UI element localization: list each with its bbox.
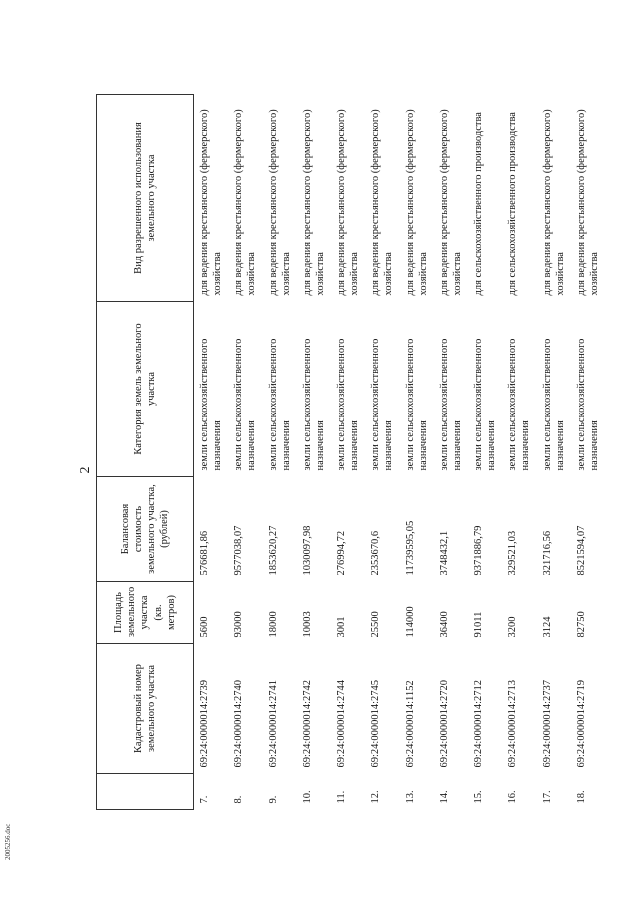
cell-cadastral: 69:24:0000014:2713	[507, 679, 519, 768]
cell-area: 36400	[438, 611, 450, 638]
cell-cadastral: 69:24:0000014:2719	[575, 679, 587, 768]
table-row	[571, 95, 605, 810]
cell-use: для ведения крестьянского (фермерского) хозяйства	[199, 109, 224, 296]
cell-cost: 1853620,27	[267, 525, 279, 576]
cell-category: земли сельскохозяйственного назначения	[199, 338, 224, 471]
cell-cost: 576681,86	[199, 530, 210, 576]
cell-use: для ведения крестьянского (фермерского) хозяйства	[438, 109, 463, 296]
table-row	[228, 95, 262, 810]
cell-category: земли сельскохозяйственного назначения	[233, 338, 258, 471]
cell-num: 10.	[301, 790, 313, 804]
table-row	[537, 95, 571, 810]
cell-area: 3200	[507, 616, 519, 638]
table-row	[468, 95, 502, 810]
cell-cost: 2353670,6	[370, 530, 382, 576]
cell-area: 3124	[541, 616, 553, 638]
cell-cadastral: 69:24:0000014:1152	[404, 680, 416, 768]
cell-num: 15.	[473, 790, 484, 804]
cell-cadastral: 69:24:0000014:2742	[301, 679, 313, 768]
cell-cost: 9371886,79	[473, 525, 484, 576]
cell-category: земли сельскохозяйственного назначения	[370, 338, 395, 471]
header-use: Вид разрешенного использования земельного участка	[97, 95, 194, 302]
cell-area: 93000	[233, 611, 245, 638]
header-cadastral: Кадастровый номер земельного участка	[97, 644, 194, 774]
cell-num: 13.	[404, 790, 416, 804]
cell-cost: 329521,03	[507, 530, 519, 576]
cell-num: 14.	[438, 790, 450, 804]
cell-use: для сельскохозяйственного производства	[507, 112, 519, 296]
cell-area: 114000	[404, 606, 416, 638]
header-area: Площадь земельного участка (кв. метров)	[97, 582, 194, 644]
cell-num: 7.	[199, 795, 210, 804]
cell-cost: 321716,56	[541, 530, 553, 576]
cell-use: для ведения крестьянского (фермерского) хозяйства	[301, 109, 326, 296]
table-row	[194, 95, 229, 810]
table-header-row	[97, 95, 194, 810]
table-row	[331, 95, 365, 810]
cell-area: 3001	[336, 616, 347, 638]
header-category: Категория земель земельного участка	[97, 302, 194, 477]
cell-cadastral: 69:24:0000014:2739	[199, 679, 210, 768]
rotated-sheet	[26, 90, 600, 850]
cell-area: 5600	[199, 616, 210, 638]
table-row	[400, 95, 434, 810]
table-row	[263, 95, 297, 810]
cell-category: земли сельскохозяйственного назначения	[438, 338, 463, 471]
cell-category: земли сельскохозяйственного назначения	[267, 338, 292, 471]
cell-use: для сельскохозяйственного производства	[473, 112, 484, 296]
cell-use: для ведения крестьянского (фермерского) хозяйства	[233, 109, 258, 296]
cell-use: для ведения крестьянского (фермерского) хозяйства	[267, 109, 292, 296]
cell-category: земли сельскохозяйственного назначения	[575, 338, 600, 471]
cell-cadastral: 69:24:0000014:2744	[336, 679, 347, 768]
cell-area: 82750	[575, 611, 587, 638]
cell-cadastral: 69:24:0000014:2745	[370, 679, 382, 768]
cell-cost: 8521594,07	[575, 525, 587, 576]
cell-category: земли сельскохозяйственного назначения	[336, 338, 361, 471]
cell-cadastral: 69:24:0000014:2740	[233, 679, 245, 768]
table-row	[434, 95, 468, 810]
cell-category: земли сельскохозяйственного назначения	[507, 338, 532, 471]
cell-use: для ведения крестьянского (фермерского) хозяйства	[404, 109, 429, 296]
cell-num: 11.	[336, 790, 347, 804]
cell-cost: 3748432,1	[438, 530, 450, 576]
cell-cost: 9577038,07	[233, 525, 245, 576]
table-row	[297, 95, 331, 810]
cell-use: для ведения крестьянского (фермерского) хозяйства	[336, 109, 361, 296]
cell-cadastral: 69:24:0000014:2712	[473, 679, 484, 768]
header-num	[97, 774, 194, 810]
cell-category: земли сельскохозяйственного назначения	[541, 338, 566, 471]
table-row	[502, 95, 536, 810]
cell-area: 18000	[267, 611, 279, 638]
cell-num: 18.	[575, 790, 587, 804]
page-number: 2	[78, 466, 93, 474]
cell-cadastral: 69:24:0000014:2720	[438, 679, 450, 768]
footer-filename: 2005256.doc	[4, 823, 12, 860]
cell-area: 10003	[301, 611, 313, 638]
cell-num: 12.	[370, 790, 382, 804]
cell-use: для ведения крестьянского (фермерского) хозяйства	[370, 109, 395, 296]
cell-category: земли сельскохозяйственного назначения	[404, 338, 429, 471]
cell-cadastral: 69:24:0000014:2741	[267, 679, 279, 768]
cell-category: земли сельскохозяйственного назначения	[301, 338, 326, 471]
header-cost: Балансовая стоимость земельного участка, (рублей)	[97, 477, 194, 582]
land-plots-table	[96, 94, 605, 810]
cell-num: 16.	[507, 790, 519, 804]
cell-num: 8.	[233, 795, 245, 804]
cell-num: 9.	[267, 795, 279, 804]
cell-category: земли сельскохозяйственного назначения	[473, 338, 498, 471]
cell-use: для ведения крестьянского (фермерского) хозяйства	[575, 109, 600, 296]
cell-use: для ведения крестьянского (фермерского) хозяйства	[541, 109, 566, 296]
cell-area: 25500	[370, 611, 382, 638]
cell-num: 17.	[541, 790, 553, 804]
table-row	[365, 95, 399, 810]
cell-cadastral: 69:24:0000014:2737	[541, 679, 553, 768]
cell-cost: 11739595,05	[404, 520, 416, 576]
cell-cost: 1030097,98	[301, 525, 313, 576]
table-body	[194, 95, 606, 810]
cell-area: 91011	[473, 611, 484, 638]
cell-cost: 276994,72	[336, 530, 347, 576]
